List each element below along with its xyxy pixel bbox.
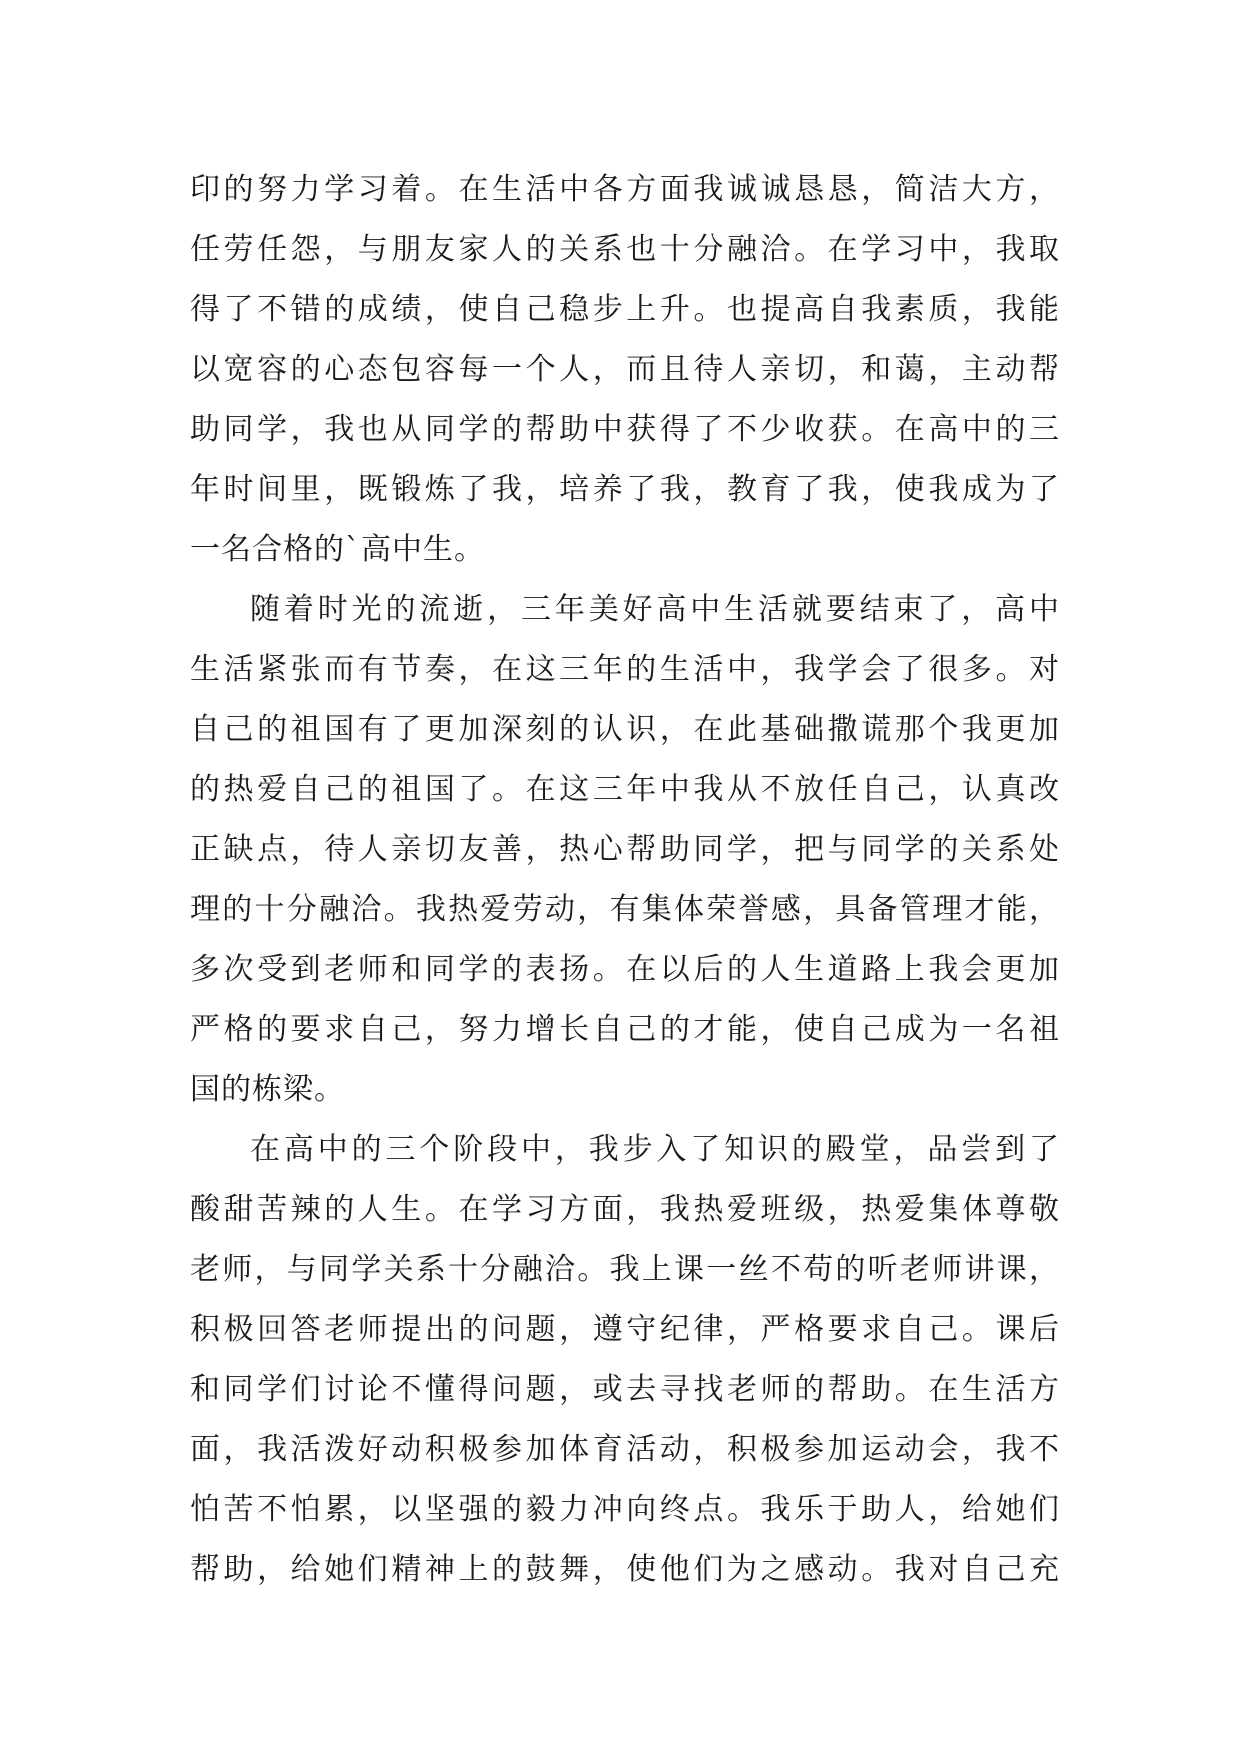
body-text xyxy=(190,160,1060,1600)
text-line: 的热爱自己的祖国了。在这三年中我从不放任自己，认真改 xyxy=(190,772,1060,807)
text-line: 帮助，给她们精神上的鼓舞，使他们为之感动。我对自己充 xyxy=(190,1552,1060,1587)
text-line: 随着时光的流逝，三年美好高中生活就要结束了，高中 xyxy=(250,592,1060,627)
text-line: 在高中的三个阶段中，我步入了知识的殿堂，品尝到了 xyxy=(250,1132,1060,1167)
text-line: 怕苦不怕累，以坚强的毅力冲向终点。我乐于助人，给她们 xyxy=(190,1492,1060,1527)
paragraph xyxy=(190,580,1060,1120)
text-line: 酸甜苦辣的人生。在学习方面，我热爱班级，热爱集体尊敬 xyxy=(190,1192,1060,1227)
text-line: 严格的要求自己，努力增长自己的才能，使自己成为一名祖 xyxy=(190,1012,1060,1047)
text-line: 正缺点，待人亲切友善，热心帮助同学，把与同学的关系处 xyxy=(190,832,1060,867)
text-line: 理的十分融洽。我热爱劳动，有集体荣誉感，具备管理才能， xyxy=(190,892,1060,927)
paragraph xyxy=(190,160,1060,580)
text-line: 年时间里，既锻炼了我，培养了我，教育了我，使我成为了 xyxy=(190,472,1060,507)
text-line: 一名合格的`高中生。 xyxy=(190,532,485,567)
text-line: 面，我活泼好动积极参加体育活动，积极参加运动会，我不 xyxy=(190,1432,1060,1467)
text-line: 和同学们讨论不懂得问题，或去寻找老师的帮助。在生活方 xyxy=(190,1372,1060,1407)
text-line: 老师，与同学关系十分融洽。我上课一丝不苟的听老师讲课， xyxy=(190,1252,1060,1287)
text-line: 得了不错的成绩，使自己稳步上升。也提高自我素质，我能 xyxy=(190,292,1060,327)
text-line: 自己的祖国有了更加深刻的认识，在此基础撒谎那个我更加 xyxy=(190,712,1060,747)
text-line: 助同学，我也从同学的帮助中获得了不少收获。在高中的三 xyxy=(190,412,1060,447)
paragraph xyxy=(190,1120,1060,1600)
text-line: 以宽容的心态包容每一个人，而且待人亲切，和蔼，主动帮 xyxy=(190,352,1060,387)
text-line: 国的栋梁。 xyxy=(190,1072,345,1107)
text-line: 生活紧张而有节奏，在这三年的生活中，我学会了很多。对 xyxy=(190,652,1060,687)
text-line: 印的努力学习着。在生活中各方面我诚诚恳恳，简洁大方， xyxy=(190,172,1060,207)
text-line: 多次受到老师和同学的表扬。在以后的人生道路上我会更加 xyxy=(190,952,1060,987)
text-line: 任劳任怨，与朋友家人的关系也十分融洽。在学习中，我取 xyxy=(190,232,1060,267)
text-line: 积极回答老师提出的问题，遵守纪律，严格要求自己。课后 xyxy=(190,1312,1060,1347)
